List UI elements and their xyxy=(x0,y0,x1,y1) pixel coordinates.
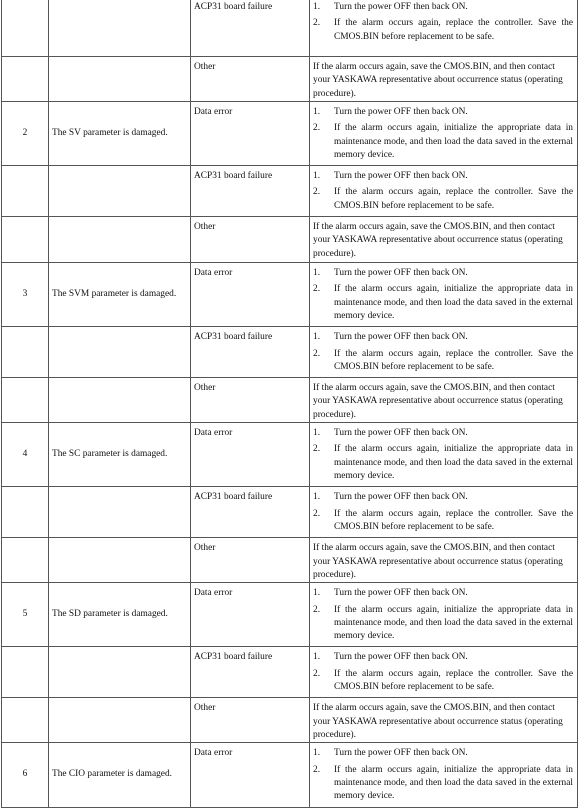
table-row xyxy=(2,538,578,583)
remedy-text: If the alarm occurs again, save the CMOS.BIN, and then contact your YASKAWA representative about occurrence status (operating procedure). xyxy=(313,62,563,99)
remedy-step xyxy=(313,604,573,644)
table-row xyxy=(2,57,578,102)
table-row xyxy=(2,487,578,538)
step-number: 2. xyxy=(313,187,321,198)
alarm-number-cell: 4 xyxy=(2,423,49,487)
cause-cell: Data error xyxy=(191,743,310,807)
step-number: 2. xyxy=(313,444,321,455)
step-text: Turn the power OFF then back ON. xyxy=(334,2,468,12)
remedy-step xyxy=(313,186,573,213)
alarm-number-cell xyxy=(2,217,49,263)
remedy-cell xyxy=(310,487,578,538)
remedy-cell xyxy=(310,743,578,807)
remedy-step xyxy=(313,587,573,600)
remedy-cell xyxy=(310,217,578,263)
step-text: Turn the power OFF then back ON. xyxy=(334,492,468,503)
step-text: If the alarm occurs again, replace the controller. Save the CMOS.BIN before replacement to be safe. xyxy=(334,508,573,532)
step-text: If the alarm occurs again, replace the controller. Save the CMOS.BIN before replacement to be safe. xyxy=(334,668,573,693)
remedy-cell xyxy=(310,583,578,647)
alarm-description-cell: The SC parameter is damaged. xyxy=(49,423,191,487)
step-text: If the alarm occurs again, initialize the appropriate data in maintenance mode, and then load the data saved in the external memory device. xyxy=(334,444,573,482)
remedy-step xyxy=(313,491,573,504)
alarm-number-cell: 2 xyxy=(2,102,49,166)
cause-cell: Other xyxy=(191,57,310,102)
alarm-number-cell xyxy=(2,647,49,698)
step-text: If the alarm occurs again, initialize the appropriate data in maintenance mode, and then load the data saved in the external memory device. xyxy=(334,284,573,321)
step-number: 1. xyxy=(313,332,321,343)
remedy-cell xyxy=(310,166,578,217)
remedy-cell xyxy=(310,327,578,378)
remedy-cell xyxy=(310,647,578,698)
remedy-step xyxy=(313,508,573,535)
step-text: If the alarm occurs again, replace the controller. Save the CMOS.BIN before replacement to be safe. xyxy=(334,187,573,211)
step-number: 2. xyxy=(313,604,321,615)
table-row xyxy=(2,263,578,327)
remedy-step xyxy=(313,427,573,440)
alarm-description-cell xyxy=(49,378,191,423)
remedy-text: If the alarm occurs again, save the CMOS.BIN, and then contact your YASKAWA representative about occurrence status (operating procedure). xyxy=(313,222,563,259)
remedy-step xyxy=(313,170,573,183)
remedy-step xyxy=(313,331,573,344)
step-text: If the alarm occurs again, replace the controller. Save the CMOS.BIN before replacement to be safe. xyxy=(334,348,573,372)
step-text: If the alarm occurs again, replace the controller. Save the CMOS.BIN before replacement to be safe. xyxy=(334,18,573,42)
remedy-step xyxy=(313,267,573,280)
alarm-description-cell: The SD parameter is damaged. xyxy=(49,583,191,647)
remedy-step xyxy=(313,17,573,44)
alarm-description-cell xyxy=(49,647,191,698)
step-text: If the alarm occurs again, initialize the appropriate data in maintenance mode, and then load the data saved in the external memory device. xyxy=(334,604,573,642)
table-row xyxy=(2,698,578,743)
step-text: Turn the power OFF then back ON. xyxy=(334,332,468,343)
cause-cell: ACP31 board failure xyxy=(191,327,310,378)
alarm-description-cell xyxy=(49,0,191,57)
alarm-description-cell xyxy=(49,327,191,378)
step-text: If the alarm occurs again, initialize the appropriate data in maintenance mode, and then load the data saved in the external memory device. xyxy=(334,123,573,160)
remedy-text: If the alarm occurs again, save the CMOS.BIN, and then contact your YASKAWA representative about occurrence status (operating procedure). xyxy=(313,383,563,420)
remedy-cell xyxy=(310,102,578,166)
remedy-cell xyxy=(310,538,578,583)
step-number: 1. xyxy=(313,492,321,503)
table-row xyxy=(2,327,578,378)
remedy-cell xyxy=(310,263,578,327)
cause-cell: ACP31 board failure xyxy=(191,647,310,698)
alarm-number-cell: 5 xyxy=(2,583,49,647)
step-number: 1. xyxy=(313,428,321,439)
remedy-text: If the alarm occurs again, save the CMOS.BIN, and then contact your YASKAWA representative about occurrence status (operating procedure). xyxy=(313,543,563,580)
step-number: 1. xyxy=(313,748,321,759)
alarm-number-cell xyxy=(2,57,49,102)
alarm-description-cell: The SV parameter is damaged. xyxy=(49,102,191,166)
remedy-text: If the alarm occurs again, save the CMOS.BIN, and then contact your YASKAWA representative about occurrence status (operating procedure). xyxy=(313,703,563,740)
alarm-number-cell xyxy=(2,487,49,538)
remedy-step xyxy=(313,443,573,483)
step-text: Turn the power OFF then back ON. xyxy=(334,652,468,663)
alarm-number-cell xyxy=(2,378,49,423)
remedy-step xyxy=(313,668,573,695)
alarm-description-cell: The CIO parameter is damaged. xyxy=(49,743,191,807)
remedy-cell xyxy=(310,57,578,102)
alarm-number-cell xyxy=(2,327,49,378)
alarm-description-cell xyxy=(49,698,191,743)
remedy-step xyxy=(313,106,573,119)
alarm-description-cell xyxy=(49,217,191,263)
cause-cell: ACP31 board failure xyxy=(191,487,310,538)
step-number: 1. xyxy=(313,2,321,12)
step-number: 2. xyxy=(313,18,321,29)
step-text: Turn the power OFF then back ON. xyxy=(334,428,468,439)
table-row xyxy=(2,0,578,57)
step-number: 2. xyxy=(313,348,321,359)
step-text: Turn the power OFF then back ON. xyxy=(334,268,468,279)
cause-cell: Data error xyxy=(191,102,310,166)
table-row xyxy=(2,378,578,423)
remedy-cell xyxy=(310,0,578,57)
step-text: Turn the power OFF then back ON. xyxy=(334,107,468,117)
table-row xyxy=(2,647,578,698)
remedy-cell xyxy=(310,423,578,487)
remedy-step xyxy=(313,283,573,323)
step-text: If the alarm occurs again, initialize the appropriate data in maintenance mode, and then load the data saved in the external memory device. xyxy=(334,764,573,802)
remedy-step xyxy=(313,122,573,162)
remedy-step xyxy=(313,747,573,760)
alarm-description-cell: The SVM parameter is damaged. xyxy=(49,263,191,327)
alarm-number-cell: 3 xyxy=(2,263,49,327)
remedy-step xyxy=(313,1,573,14)
cause-cell: Data error xyxy=(191,263,310,327)
remedy-cell xyxy=(310,378,578,423)
alarm-description-cell xyxy=(49,487,191,538)
table-row xyxy=(2,217,578,263)
cause-cell: Other xyxy=(191,538,310,583)
alarm-description-cell xyxy=(49,166,191,217)
step-text: Turn the power OFF then back ON. xyxy=(334,588,468,599)
table-row xyxy=(2,166,578,217)
cause-cell: Other xyxy=(191,217,310,263)
cause-cell: Data error xyxy=(191,423,310,487)
cause-cell: Data error xyxy=(191,583,310,647)
step-number: 1. xyxy=(313,171,321,182)
alarm-description-cell xyxy=(49,57,191,102)
alarm-remedy-table xyxy=(1,0,578,808)
step-number: 2. xyxy=(313,668,321,679)
table-row xyxy=(2,102,578,166)
step-text: Turn the power OFF then back ON. xyxy=(334,748,468,759)
table-row xyxy=(2,583,578,647)
alarm-number-cell xyxy=(2,698,49,743)
step-number: 2. xyxy=(313,284,321,295)
table-row xyxy=(2,743,578,807)
alarm-number-cell xyxy=(2,538,49,583)
step-number: 2. xyxy=(313,508,321,519)
step-number: 2. xyxy=(313,123,321,134)
alarm-number-cell xyxy=(2,0,49,57)
step-number: 2. xyxy=(313,764,321,775)
alarm-number-cell: 6 xyxy=(2,743,49,807)
cause-cell: ACP31 board failure xyxy=(191,0,310,57)
step-number: 1. xyxy=(313,652,321,663)
cause-cell: Other xyxy=(191,378,310,423)
step-number: 1. xyxy=(313,588,321,599)
alarm-description-cell xyxy=(49,538,191,583)
step-number: 1. xyxy=(313,107,321,117)
remedy-step xyxy=(313,651,573,664)
alarm-number-cell xyxy=(2,166,49,217)
step-text: Turn the power OFF then back ON. xyxy=(334,171,468,182)
remedy-cell xyxy=(310,698,578,743)
cause-cell: Other xyxy=(191,698,310,743)
step-number: 1. xyxy=(313,268,321,279)
table-row xyxy=(2,423,578,487)
remedy-step xyxy=(313,348,573,375)
cause-cell: ACP31 board failure xyxy=(191,166,310,217)
